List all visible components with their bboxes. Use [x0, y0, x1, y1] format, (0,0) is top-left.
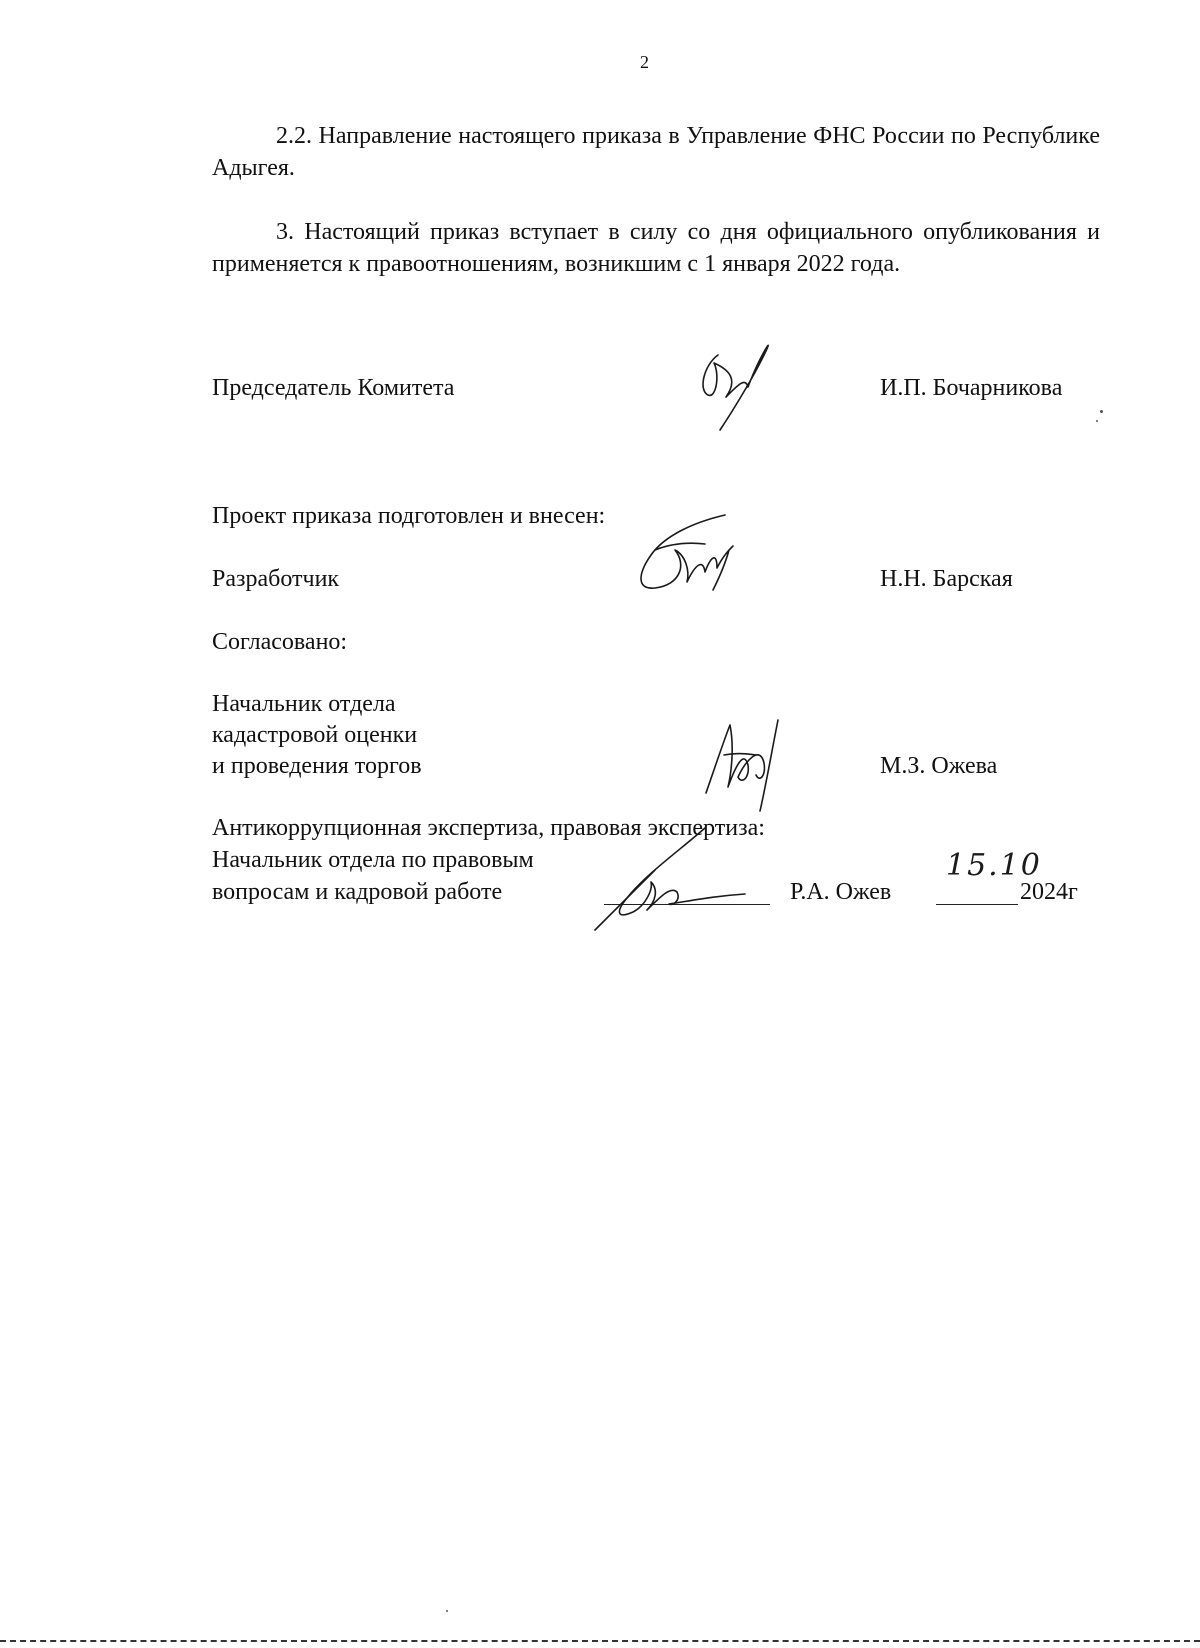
page-number: 2	[640, 52, 649, 72]
paragraph-2-2: 2.2. Направление настоящего приказа в Управление ФНС России по Республике Адыгея.	[212, 123, 1100, 181]
cadastral-head-name: М.З. Ожева	[880, 753, 998, 779]
cadastral-head-title-line1: Начальник отдела	[212, 691, 396, 717]
chairman-title: Председатель Комитета	[212, 375, 455, 401]
agreed-heading: Согласовано:	[212, 629, 348, 655]
date-line	[936, 904, 1018, 905]
legal-head-title-line2: вопросам и кадровой работе	[212, 879, 503, 905]
legal-head-title-line1: Начальник отдела по правовым	[212, 847, 534, 873]
developer-title: Разработчик	[212, 566, 340, 592]
cadastral-head-title-line2: кадастровой оценки	[212, 722, 418, 748]
scan-speck	[1096, 420, 1098, 422]
legal-head-name: Р.А. Ожев	[790, 879, 892, 905]
scan-speck	[446, 1610, 448, 1612]
paragraph-3: 3. Настоящий приказ вступает в силу со дня официального опубликования и применяется к правоотношениям, возникшим с 1 января 2022 года.	[212, 219, 1100, 277]
chairman-signature	[690, 335, 800, 435]
developer-signature	[625, 510, 755, 595]
developer-name: Н.Н. Барская	[880, 566, 1013, 592]
legal-head-signature	[585, 820, 755, 935]
legal-head-date-handwritten: 15.10	[946, 848, 1042, 883]
legal-head-date-suffix: 2024г	[1020, 879, 1078, 905]
chairman-name: И.П. Бочарникова	[880, 375, 1063, 401]
cadastral-head-signature	[700, 715, 790, 815]
cadastral-head-title-line3: и проведения торгов	[212, 753, 422, 779]
expertise-heading: Антикоррупционная экспертиза, правовая экспертиза:	[212, 815, 765, 841]
bottom-scan-edge	[0, 1640, 1200, 1642]
scan-speck	[1100, 410, 1103, 413]
prepared-by-heading: Проект приказа подготовлен и внесен:	[212, 503, 606, 529]
